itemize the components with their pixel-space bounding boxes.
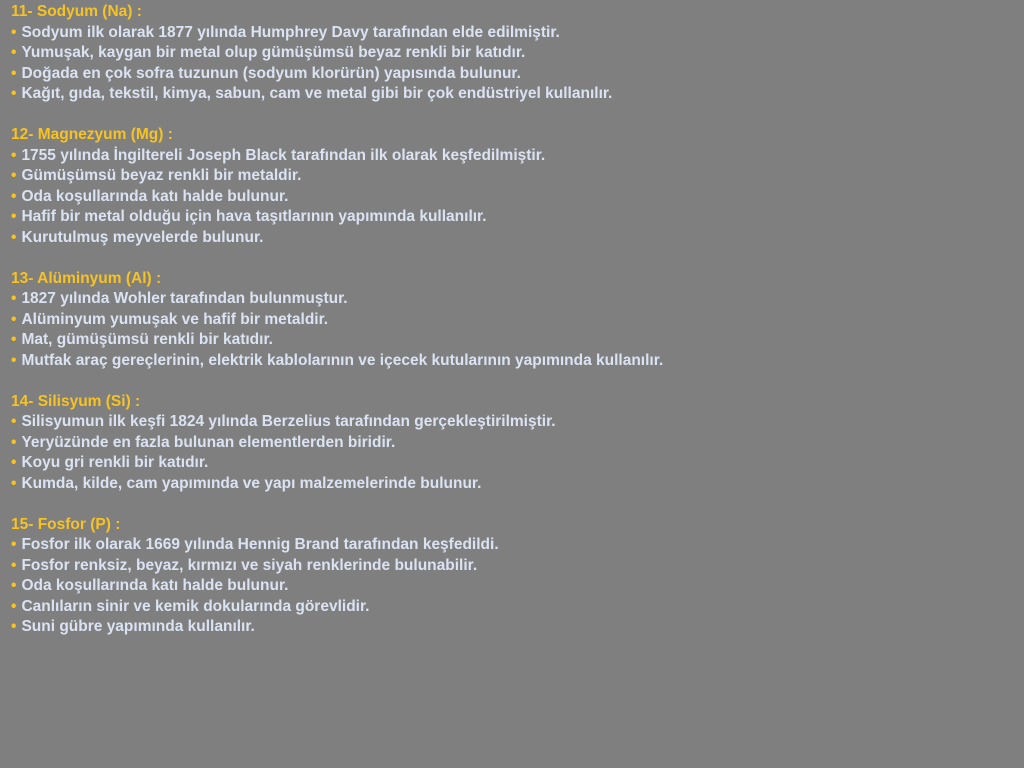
section-heading: 15- Fosfor (P) :	[11, 515, 121, 533]
bullet-text: Fosfor ilk olarak 1669 yılında Hennig Brand tarafından keşfedildi.	[21, 536, 499, 553]
bullet-text: Fosfor renksiz, beyaz, kırmızı ve siyah renklerinde bulunabilir.	[21, 556, 478, 574]
section-silisyum	[11, 392, 1024, 495]
section-heading: 12- Magnezyum (Mg) :	[11, 126, 173, 143]
bullet-item	[11, 64, 1024, 85]
bullet-text: Oda koşullarında katı halde bulunur.	[21, 577, 289, 594]
bullet-item	[11, 351, 1024, 372]
bullet-text: Gümüşümsü beyaz renkli bir metaldir.	[21, 167, 302, 184]
bullet-item	[11, 576, 1024, 597]
bullet-icon: •	[11, 228, 17, 246]
bullet-icon: •	[11, 290, 17, 307]
bullet-text: Mat, gümüşümsü renkli bir katıdır.	[21, 331, 273, 348]
bullet-item	[11, 433, 1024, 454]
bullet-icon: •	[11, 577, 17, 594]
bullet-text: Mutfak araç gereçlerinin, elektrik kablolarının ve içecek kutularının yapımında kullanılır.	[21, 351, 664, 369]
bullet-item	[11, 166, 1024, 187]
bullet-item	[11, 310, 1024, 331]
section-fosfor	[11, 515, 1024, 638]
bullet-icon: •	[11, 23, 17, 41]
section-aluminyum	[11, 269, 1024, 372]
bullet-text: Doğada en çok sofra tuzunun (sodyum klorürün) yapısında bulunur.	[21, 64, 521, 82]
bullet-item	[11, 597, 1024, 618]
bullet-icon: •	[11, 146, 17, 164]
bullet-text: 1827 yılında Wohler tarafından bulunmuştur.	[21, 290, 348, 307]
bullet-item	[11, 207, 1024, 228]
bullet-icon: •	[11, 85, 17, 102]
bullet-icon: •	[11, 310, 17, 328]
bullet-icon: •	[11, 556, 17, 574]
bullet-item	[11, 617, 1024, 638]
bullet-icon: •	[11, 618, 17, 635]
section-magnezyum	[11, 125, 1024, 248]
bullet-icon: •	[11, 64, 17, 82]
section-heading: 14- Silisyum (Si) :	[11, 392, 141, 410]
bullet-item	[11, 330, 1024, 351]
bullet-text: Kurutulmuş meyvelerde bulunur.	[21, 228, 264, 246]
section-heading: 11- Sodyum (Na) :	[11, 3, 142, 20]
bullet-item	[11, 84, 1024, 105]
bullet-item	[11, 187, 1024, 208]
bullet-text: Silisyumun ilk keşfi 1824 yılında Berzelius tarafından gerçekleştirilmiştir.	[21, 413, 556, 430]
bullet-text: 1755 yılında İngiltereli Joseph Black tarafından ilk olarak keşfedilmiştir.	[21, 146, 546, 164]
bullet-item	[11, 412, 1024, 433]
bullet-item	[11, 228, 1024, 249]
bullet-icon: •	[11, 433, 17, 451]
bullet-text: Yumuşak, kaygan bir metal olup gümüşümsü beyaz renkli bir katıdır.	[21, 44, 526, 61]
bullet-item	[11, 23, 1024, 44]
bullet-item	[11, 146, 1024, 167]
bullet-icon: •	[11, 187, 17, 205]
bullet-text: Canlıların sinir ve kemik dokularında görevlidir.	[21, 597, 370, 615]
bullet-text: Hafif bir metal olduğu için hava taşıtlarının yapımında kullanılır.	[21, 208, 487, 225]
bullet-icon: •	[11, 167, 17, 184]
bullet-icon: •	[11, 454, 17, 471]
bullet-icon: •	[11, 413, 17, 430]
bullet-text: Kumda, kilde, cam yapımında ve yapı malzemelerinde bulunur.	[21, 474, 482, 492]
section-heading: 13- Alüminyum (Al) :	[11, 269, 162, 287]
bullet-icon: •	[11, 536, 17, 553]
bullet-item	[11, 453, 1024, 474]
bullet-icon: •	[11, 331, 17, 348]
bullet-text: Sodyum ilk olarak 1877 yılında Humphrey Davy tarafından elde edilmiştir.	[21, 23, 560, 41]
bullet-text: Alüminyum yumuşak ve hafif bir metaldir.	[21, 310, 329, 328]
bullet-item	[11, 535, 1024, 556]
bullet-text: Kağıt, gıda, tekstil, kimya, sabun, cam ve metal gibi bir çok endüstriyel kullanılır.	[21, 85, 613, 102]
bullet-icon: •	[11, 351, 17, 369]
bullet-icon: •	[11, 44, 17, 61]
bullet-icon: •	[11, 597, 17, 615]
bullet-item	[11, 474, 1024, 495]
bullet-text: Oda koşullarında katı halde bulunur.	[21, 187, 289, 205]
section-sodyum	[11, 2, 1024, 105]
bullet-text: Koyu gri renkli bir katıdır.	[21, 454, 209, 471]
bullet-icon: •	[11, 474, 17, 492]
bullet-item	[11, 289, 1024, 310]
bullet-text: Suni gübre yapımında kullanılır.	[21, 618, 255, 635]
bullet-item	[11, 43, 1024, 64]
bullet-text: Yeryüzünde en fazla bulunan elementlerden biridir.	[21, 433, 396, 451]
bullet-icon: •	[11, 208, 17, 225]
bullet-item	[11, 556, 1024, 577]
